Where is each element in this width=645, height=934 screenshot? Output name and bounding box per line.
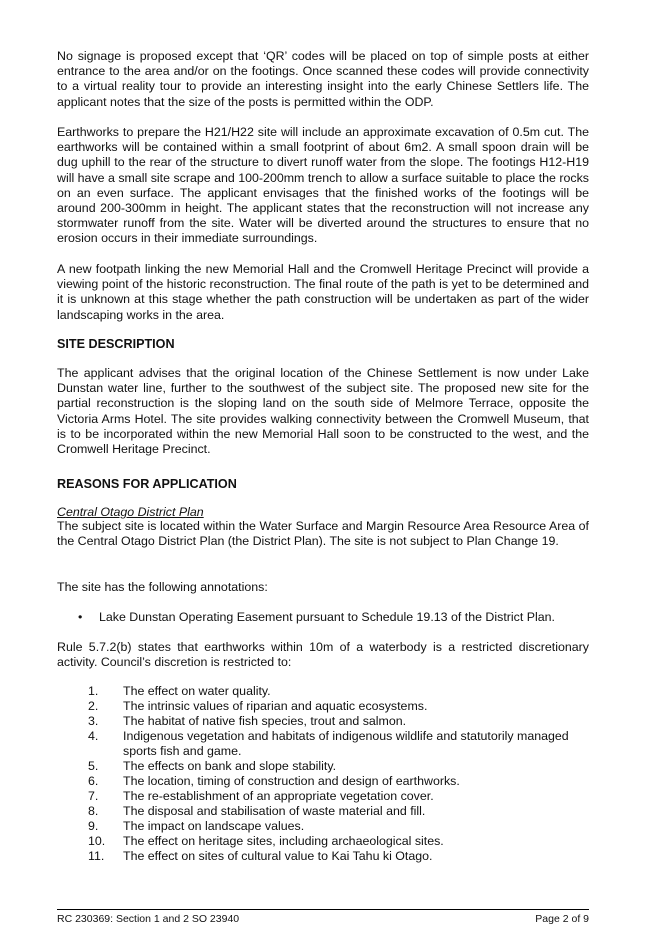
- list-item-text: The effect on heritage sites, including archaeological sites.: [123, 834, 444, 848]
- list-item-text: The impact on landscape values.: [123, 819, 305, 833]
- list-item-text: The intrinsic values of riparian and aquatic ecosystems.: [123, 699, 428, 713]
- heading-reasons-for-application: REASONS FOR APPLICATION: [57, 477, 237, 491]
- list-item-text: The effect on water quality.: [123, 684, 271, 698]
- list-item-number: 8.: [88, 804, 99, 818]
- paragraph-signage: No signage is proposed except that ‘QR’ codes will be placed on top of simple posts at either entrance to the area and/or on the footings. Once scanned these codes will provide connectivity to a virtual reality tour to provide an interesting insight into the early Chinese Settlers life. The applicant notes that the size of the posts is permitted within the ODP.: [57, 49, 589, 109]
- list-item-number: 7.: [88, 789, 99, 803]
- list-item-text: The disposal and stabilisation of waste material and fill.: [123, 804, 426, 818]
- list-item-number: 3.: [88, 714, 99, 728]
- list-item: [88, 699, 592, 714]
- discretion-list: [88, 684, 592, 864]
- list-item-number: 11.: [88, 849, 105, 863]
- list-item-text: The effects on bank and slope stability.: [123, 759, 337, 773]
- list-item-text: The location, timing of construction and design of earthworks.: [123, 774, 460, 788]
- list-item: [88, 849, 592, 864]
- list-item: [88, 729, 592, 759]
- paragraph-annotations-intro: The site has the following annotations:: [57, 580, 268, 594]
- paragraph-site-description: The applicant advises that the original location of the Chinese Settlement is now under Lake Dunstan water line, further to the southwest of the subject site. The proposed new site for the partial reconstruction is the sloping land on the south side of Melmore Terrace, opposite the Victoria Arms Hotel. The site provides walking connectivity between the Cromwell Museum, that is to be incorporated within the new Memorial Hall soon to be constructed to the west, and the Cromwell Heritage Precinct.: [57, 366, 589, 457]
- list-item-text: The habitat of native fish species, trout and salmon.: [123, 714, 407, 728]
- subheading-district-plan: Central Otago District Plan: [57, 505, 204, 519]
- list-item-number: 2.: [88, 699, 99, 713]
- list-item-number: 10.: [88, 834, 106, 848]
- list-item-number: 6.: [88, 774, 99, 788]
- list-item: [88, 774, 592, 789]
- list-item: [88, 714, 592, 729]
- list-item: [88, 819, 592, 834]
- list-item: [88, 804, 592, 819]
- list-item-number: 4.: [88, 729, 99, 743]
- paragraph-subject-site: The subject site is located within the Water Surface and Margin Resource Area Resource Area of the Central Otago District Plan (the District Plan). The site is not subject to Plan Change 19.: [57, 519, 589, 549]
- paragraph-rule: Rule 5.7.2(b) states that earthworks within 10m of a waterbody is a restricted discretionary activity. Council’s discretion is restricted to:: [57, 640, 589, 670]
- list-item: [88, 834, 592, 849]
- list-item: [88, 789, 592, 804]
- list-item: [88, 759, 592, 774]
- footer-reference: RC 230369: Section 1 and 2 SO 23940: [57, 913, 240, 925]
- heading-site-description: SITE DESCRIPTION: [57, 337, 175, 351]
- list-item-number: 9.: [88, 819, 99, 833]
- footer-page-number: Page 2 of 9: [535, 913, 589, 925]
- bullet-annotation: Lake Dunstan Operating Easement pursuant to Schedule 19.13 of the District Plan.: [99, 610, 555, 624]
- footer-divider: [57, 909, 589, 910]
- list-item-text: Indigenous vegetation and habitats of indigenous wildlife and statutorily managed sports fish and game.: [123, 729, 569, 758]
- paragraph-earthworks: Earthworks to prepare the H21/H22 site will include an approximate excavation of 0.5m cut. The earthworks will be contained within a small footprint of about 6m2. A small spoon drain will be dug uphill to the rear of the structure to divert runoff water from the slope. The footings H12-H19 will have a small site scrape and 100-200mm trench to allow a surface suitable to place the rocks on an even surface. The applicant envisages that the finished works of the footings will be around 200-300mm in height. The applicant states that the reconstruction will not increase any stormwater runoff from the site. Water will be diverted around the structures to ensure that no erosion occurs in their immediate surroundings.: [57, 125, 589, 246]
- list-item-text: The effect on sites of cultural value to Kai Tahu ki Otago.: [123, 849, 433, 863]
- bullet-marker: •: [78, 610, 83, 624]
- list-item: [88, 684, 592, 699]
- list-item-number: 5.: [88, 759, 99, 773]
- list-item-number: 1.: [88, 684, 99, 698]
- list-item-text: The re-establishment of an appropriate vegetation cover.: [123, 789, 434, 803]
- paragraph-footpath: A new footpath linking the new Memorial Hall and the Cromwell Heritage Precinct will provide a viewing point of the historic reconstruction. The final route of the path is yet to be determined and it is unknown at this stage whether the path construction will be undertaken as part of the wider landscaping works in the area.: [57, 262, 589, 322]
